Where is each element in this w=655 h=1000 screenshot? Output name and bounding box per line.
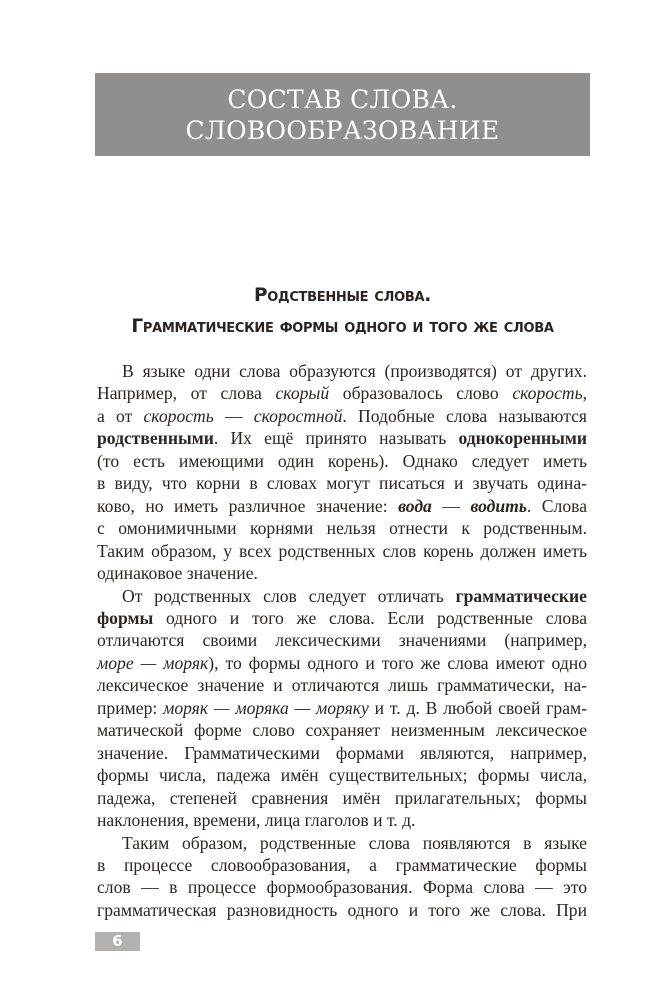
text-run: пример: [97, 697, 164, 718]
text-line [97, 629, 587, 651]
section-heading-line-1: Родственные слова. [254, 285, 431, 306]
text-run: , [582, 383, 587, 404]
text-line [97, 787, 587, 809]
text-run: значение. Грамматическими формами являются, например, [97, 742, 587, 763]
text-run: образовалось слово [329, 383, 513, 404]
text-run: грамматическая разновидность одного и того же слова. При [97, 899, 587, 920]
text-line [97, 382, 587, 404]
text-run: . Подобные слова называются [342, 405, 588, 426]
text-line [97, 562, 587, 584]
body-text [97, 360, 587, 921]
text-line [97, 697, 587, 719]
italic-example: скорость [143, 405, 214, 426]
chapter-title-line-1: СОСТАВ СЛОВА. [227, 84, 458, 114]
text-line [97, 719, 587, 741]
text-line [97, 607, 587, 629]
text-run: и т. д. В любой своей грам- [368, 697, 588, 718]
text-run: Таким образом, у всех родственных слов корень должен иметь [97, 540, 587, 561]
bold-term: грамматические [455, 585, 587, 606]
text-run: с омонимичными корнями нельзя отнести к родственным. [97, 518, 587, 539]
italic-example: скоростной [253, 405, 343, 426]
text-run: формы числа, падежа имён существительных; формы числа, [97, 765, 587, 786]
text-run: — [431, 495, 471, 516]
section-heading [95, 280, 590, 342]
text-line [97, 405, 587, 427]
text-run: От родственных слов следует отличать [122, 585, 456, 606]
text-line [97, 427, 587, 449]
text-line [97, 517, 587, 539]
text-run: падежа, степеней сравнения имён прилагательных; формы [97, 787, 587, 808]
text-line [97, 809, 587, 831]
text-line [97, 652, 587, 674]
text-line [97, 876, 587, 898]
section-heading-line-2: Грамматические формы одного и того же слова [131, 316, 554, 337]
bold-italic-example: водить [470, 495, 527, 516]
text-line [97, 495, 587, 517]
text-line [97, 832, 587, 854]
bold-italic-example: вода [398, 495, 432, 516]
text-run: одного и того же слова. Если родственные слова [153, 607, 587, 628]
text-run: (то есть имеющими один корень). Однако следует иметь [97, 450, 587, 471]
text-run: . Слова [526, 495, 588, 516]
text-run: а от [97, 405, 144, 426]
text-run: ково, но иметь различное значение: [97, 495, 399, 516]
italic-example: море — моряк [97, 652, 209, 673]
text-line [97, 450, 587, 472]
bold-term: формы [97, 607, 154, 628]
text-line [97, 472, 587, 494]
text-run: ), то формы одного и того же слова имеют одно [208, 652, 587, 673]
italic-example: скорость [512, 383, 583, 404]
italic-example: скорый [275, 383, 330, 404]
bold-term: родственными [97, 428, 214, 449]
text-run: В языке одни слова образуются (производятся) от других. [122, 361, 587, 381]
page-number: 6 [95, 932, 140, 951]
text-run: лексическое значение и отличаются лишь грамматически, на- [97, 675, 587, 696]
text-run: Например, от слова [97, 383, 276, 404]
text-run: наклонения, времени, лица глаголов и т. д. [97, 810, 416, 831]
text-run: матической форме слово сохраняет неизменным лексическое [97, 720, 587, 741]
chapter-title-line-2: СЛОВООБРАЗОВАНИЕ [185, 115, 500, 145]
text-run: отличаются своими лексическими значениями (например, [97, 630, 587, 651]
text-line [97, 540, 587, 562]
text-run: Таким образом, родственные слова появляются в языке [122, 832, 587, 853]
text-run: в процессе словообразования, а грамматические формы [97, 854, 587, 875]
text-line [97, 854, 587, 876]
bold-term: однокоренными [458, 428, 587, 449]
text-run: слов — в процессе формообразования. Форма слова — это [97, 877, 587, 898]
text-run: одинаковое значение. [97, 563, 258, 584]
text-line [97, 360, 587, 382]
text-line [97, 764, 587, 786]
text-line [97, 899, 587, 921]
italic-example: моряк — моряка — моряку [163, 697, 369, 718]
chapter-title-banner [95, 73, 590, 156]
text-line [97, 742, 587, 764]
text-run: в виду, что корни в словах могут писаться и звучать одина- [97, 473, 587, 494]
text-line [97, 585, 587, 607]
text-run: . Их ещё принято называть [213, 428, 459, 449]
text-line [97, 674, 587, 696]
text-run: — [213, 405, 254, 426]
